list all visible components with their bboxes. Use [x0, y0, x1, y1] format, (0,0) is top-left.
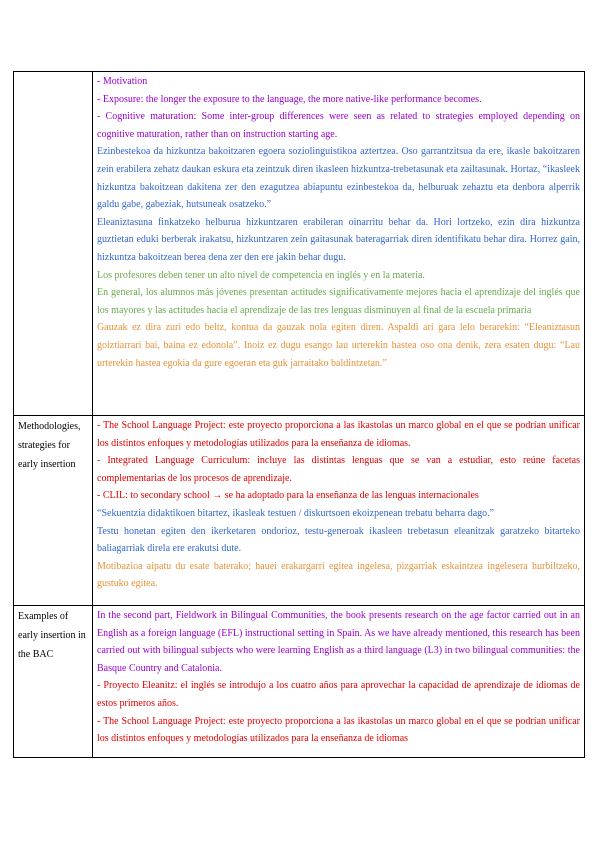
paragraph: Eleaniztasuna finkatzeko helburua hizkuntzaren erabileran oinarritu behar da. Hori lortzeko, ezin dira hizkuntza guztietan eduki berberak irakatsu, hizkuntzaren zein gaitasunak bateragarriak diren identifikatu behar dira. Horrez gain, hizkuntza bakoitzean berea dena zer den ere jakin behar dugu. — [97, 216, 580, 263]
row-content — [93, 416, 585, 606]
paragraph: - Cognitive maturation: Some inter-group differences were seen as related to strategies employed depending on cognitive maturation, rather than on instruction starting age. — [97, 111, 580, 140]
paragraph: In the second part, Fieldwork in Bilingual Communities, the book presents research on the age factor carried out in an English as a foreign language (EFL) instructional setting in Spain. As we have already mentioned, this research has been carried out with bilingual subjects who were learning English as a third language (L3) in two bilingual communities: the Basque Country and Catalonia. — [97, 610, 580, 674]
paragraph: - The School Language Project: este proyecto proporciona a las ikastolas un marco global en el que se podrían unificar los distintos enfoques y metodologías utilizados para la enseñanza de idiomas. — [97, 420, 580, 449]
paragraph: - Proyecto Eleanitz: el inglés se introdujo a los cuatro años para aprovechar la capacidad de aprendizaje de idiomas de estos primeros años. — [97, 680, 580, 709]
table-row — [14, 416, 585, 606]
paragraph: - Exposure: the longer the exposure to the language, the more native-like performance becomes. — [97, 93, 482, 105]
paragraph: Testu honetan egiten den ikerketaren ondorioz, testu-generoak ikasleen trebetasun eleanitzak garatzeko bitarteko baliagarriak direla ere erakutsi dute. — [97, 525, 580, 555]
row-label: Examples of early insertion in the BAC — [14, 606, 93, 758]
paragraph: Ezinbestekoa da hizkuntza bakoitzaren egoera soziolinguistikoa aztertzea. Oso garrantzitsua da ere, ikasle bakoitzaren zein erabilera zehatz daukan eskura eta zeintzuk diren ikasleen hizkuntza-trebetasunak eta zailtasunak. Hortaz, “ikasleek hizkuntza bakoitzean dakitena zer den ezagutzea abiapuntu ezinbestekoa da, helburuak zehaztu eta denbora alperrik galdu gabe, gabeziak, hutsuneak osatzeko.” — [97, 146, 580, 211]
paragraph: - Motivation — [97, 76, 148, 87]
paragraph: - Integrated Language Curriculum: incluye las distintas lenguas que se van a estudiar, esto reúne facetas complementarias de los procesos de aprendizaje. — [97, 455, 580, 484]
paragraph: Los profesores deben tener un alto nivel de competencia en inglés y en la materia. — [97, 269, 425, 281]
row-content — [93, 72, 585, 416]
row-content — [93, 606, 585, 758]
paragraph: - CLIL: to secondary school → se ha adoptado para la enseñanza de las lenguas internacionales — [97, 490, 479, 502]
paragraph: Gauzak ez dira zuri edo beltz, kontua da gauzak nola egiten diren. Aspaldi ari gara lelo berarekin: “Eleaniztasun goiztiarrari bai, baina ez edonola”. Inoiz ez dugu esango lau urterekin hastea oso ona denik, zera esaten dugu: “Lau urterekin hastea egokia da gure egoeran eta guk jarraitako baldintzetan.” — [97, 322, 580, 369]
paragraph: Motibazioa aipatu du esate baterako; hauei erakargarri egitea ingelesa, pizgarriak eskaintzea ingelesera hurbiltzeko, gustuko egitea. — [97, 560, 580, 590]
paragraph: - The School Language Project: este proyecto proporciona a las ikastolas un marco global en el que se podrían unificar los distintos enfoques y metodologías utilizados para la enseñanza de idiomas — [97, 715, 580, 745]
row-label — [14, 72, 93, 416]
paragraph: “Sekuentzia didaktikoen bitartez, ikasleak testuen / diskurtsoen ekoizpenean trebatu beharra dago.” — [97, 507, 495, 519]
table-row — [14, 606, 585, 758]
notes-table — [13, 71, 585, 758]
paragraph: En general, los alumnos más jóvenes presentan actitudes significativamente mejores hacia el aprendizaje del inglés que los mayores y las actitudes hacia el aprendizaje de las tres lenguas disminuyen al final de la escuela primaria — [97, 287, 580, 316]
table-row — [14, 72, 585, 416]
row-label: Methodologies, strategies for early insertion — [14, 416, 93, 606]
